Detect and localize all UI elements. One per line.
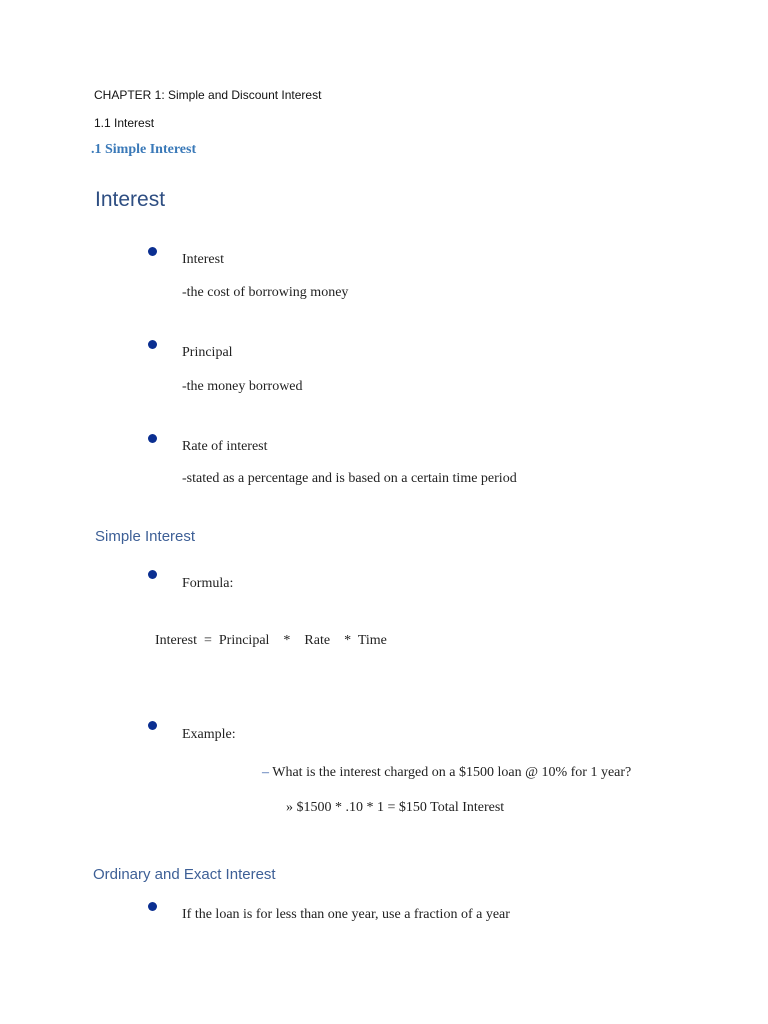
formula-label: Formula:: [182, 576, 234, 591]
subsection-title: .1 Simple Interest: [91, 142, 197, 157]
section-title: 1.1 Interest: [94, 116, 155, 130]
dash-marker: –: [262, 765, 269, 780]
definition-term: Interest: [182, 252, 224, 267]
example-question: What is the interest charged on a $1500 loan @ 10% for 1 year?: [272, 765, 632, 780]
bullet-icon: [148, 434, 157, 443]
example-answer-line: [286, 800, 504, 816]
ordinary-text: If the loan is for less than one year, use a fraction of a year: [182, 907, 510, 922]
bullet-icon: [148, 340, 157, 349]
definition-term: Rate of interest: [182, 439, 268, 454]
definition-text: -the money borrowed: [182, 379, 303, 394]
example-answer: $1500 * .10 * 1 = $150 Total Interest: [296, 800, 505, 815]
definition-text: -the cost of borrowing money: [182, 285, 349, 300]
definition-text: -stated as a percentage and is based on a certain time period: [182, 471, 517, 486]
formula: Interest = Principal * Rate * Time: [155, 633, 387, 648]
heading-ordinary-exact-interest: Ordinary and Exact Interest: [93, 866, 276, 883]
heading-simple-interest: Simple Interest: [95, 528, 196, 545]
heading-interest: Interest: [95, 188, 166, 211]
bullet-icon: [148, 721, 157, 730]
arrow-marker: »: [286, 800, 293, 815]
example-label: Example:: [182, 727, 236, 742]
bullet-icon: [148, 247, 157, 256]
definition-term: Principal: [182, 345, 233, 360]
chapter-title: CHAPTER 1: Simple and Discount Interest: [94, 88, 322, 102]
example-question-line: [262, 765, 631, 781]
bullet-icon: [148, 570, 157, 579]
bullet-icon: [148, 902, 157, 911]
